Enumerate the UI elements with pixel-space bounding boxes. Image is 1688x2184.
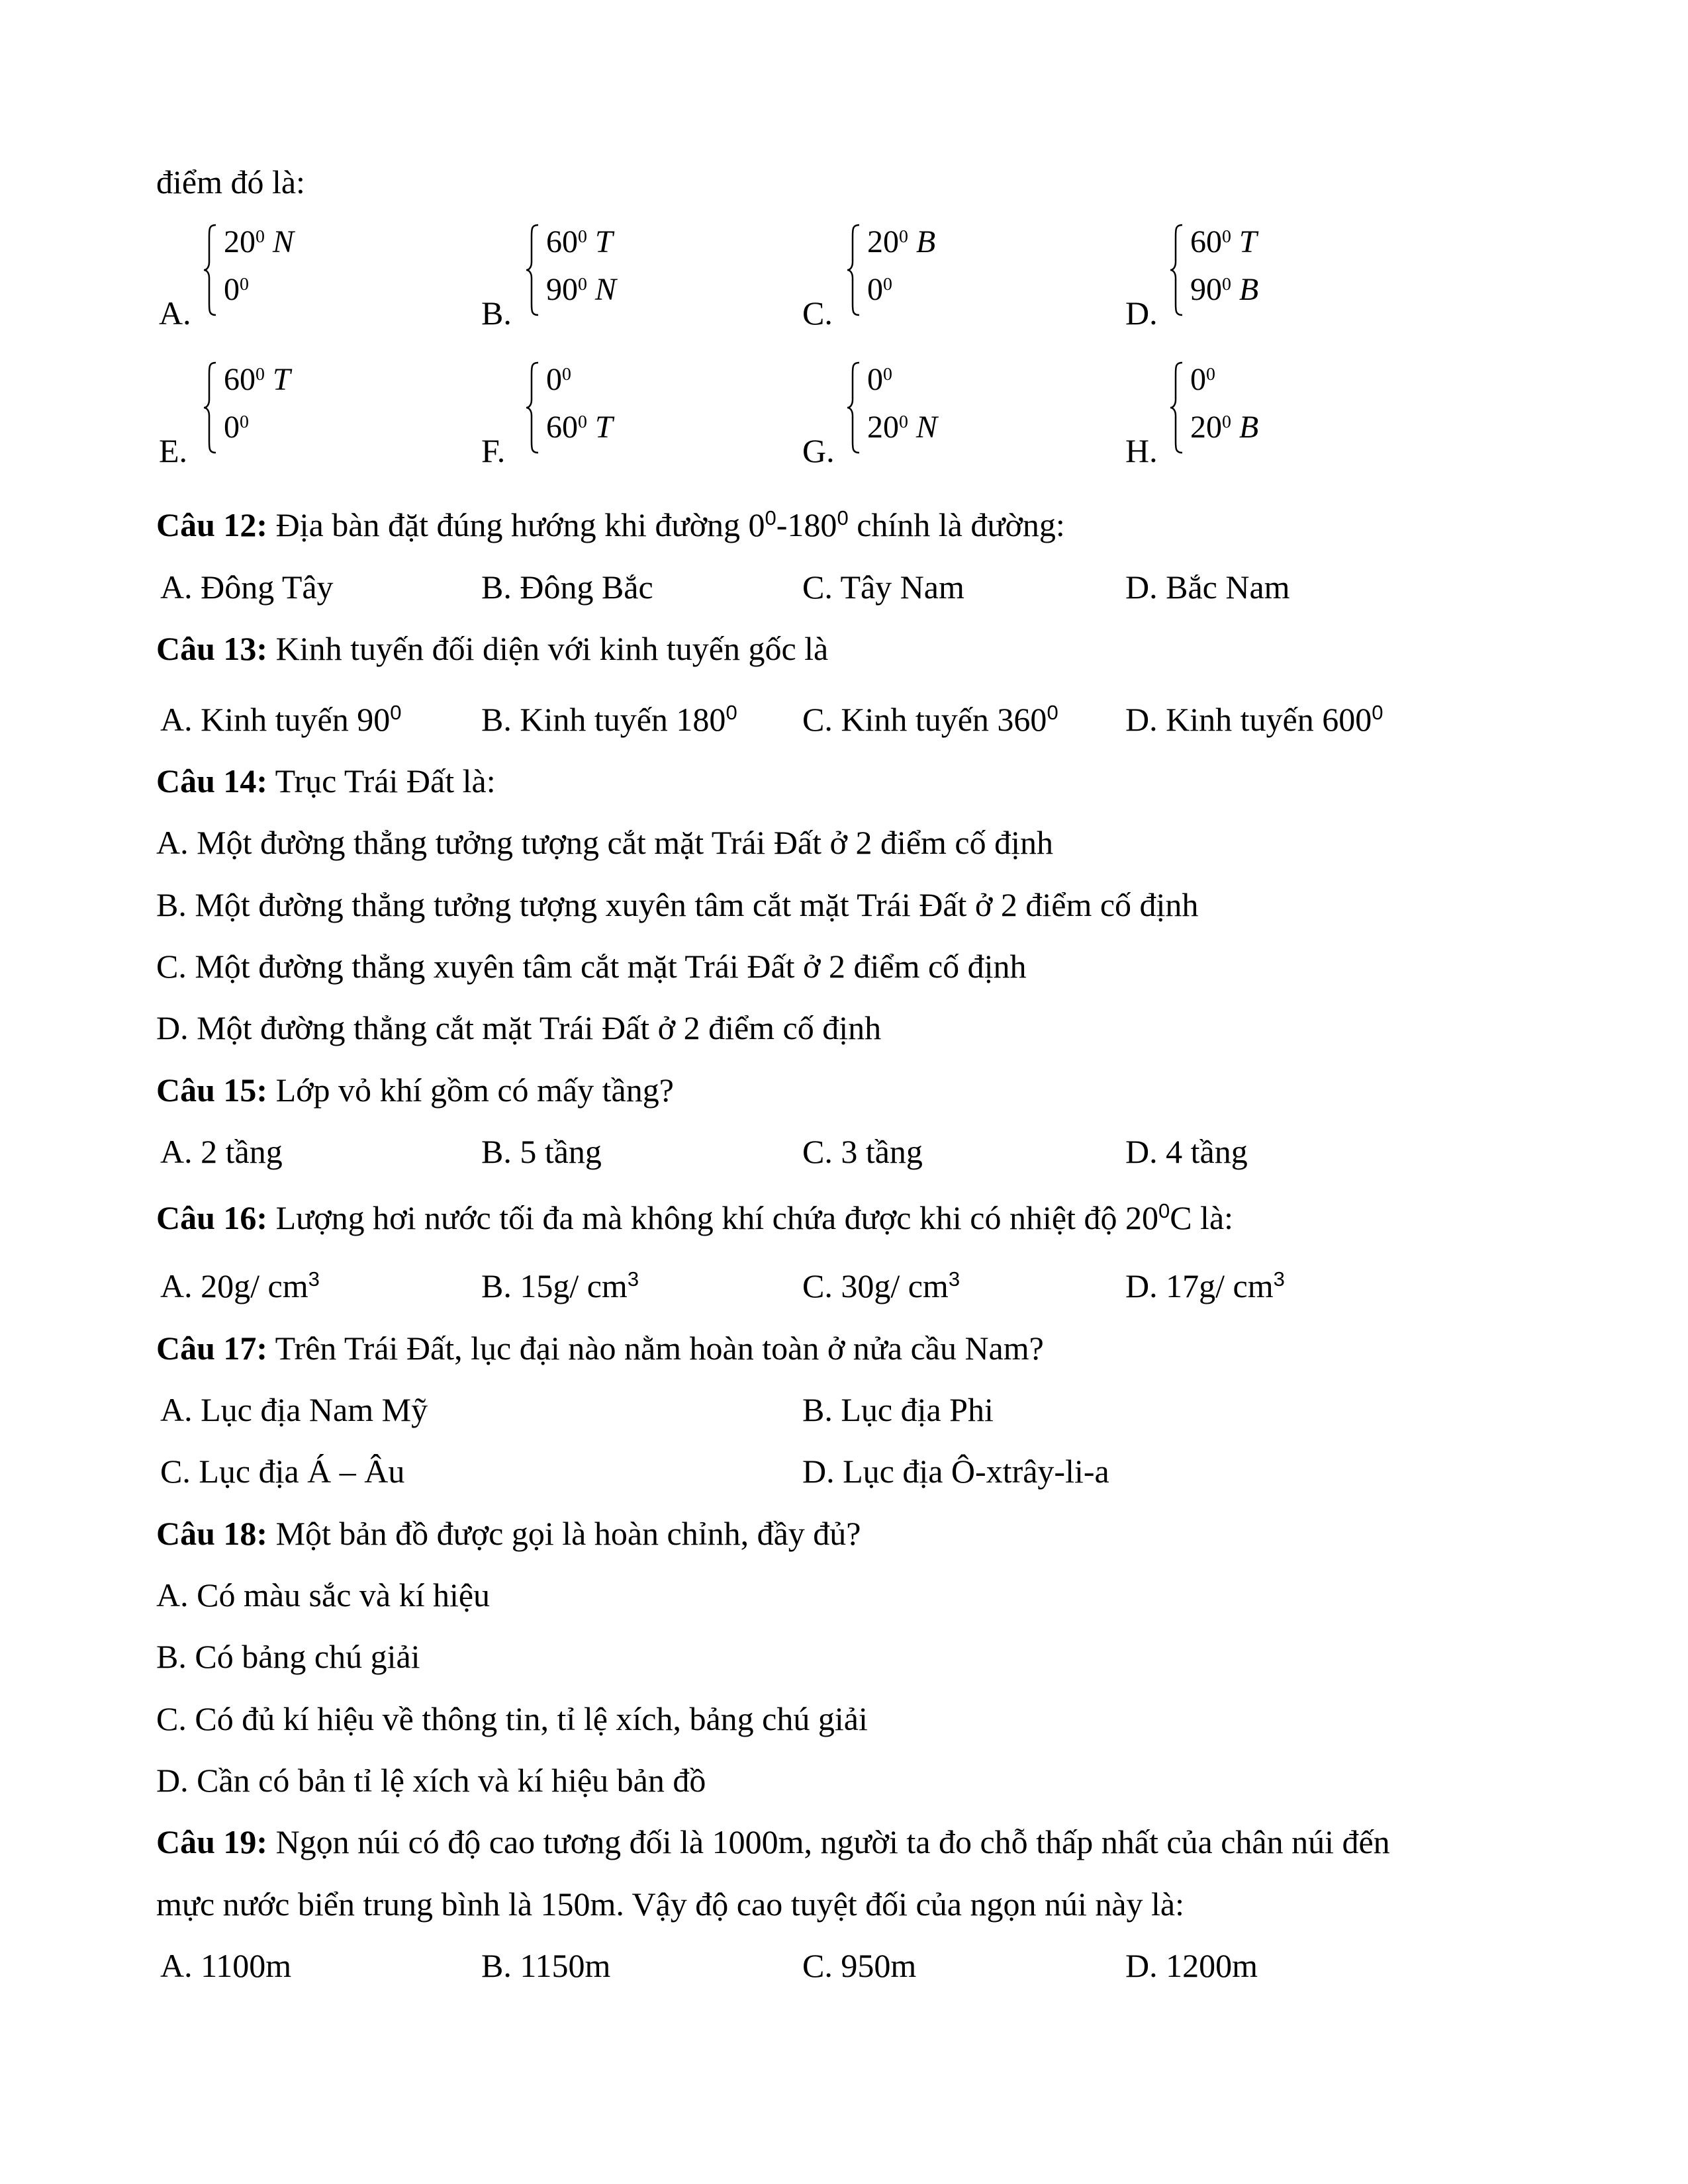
q14-option-b: B. Một đường thẳng tưởng tượng xuyên tâm cắt mặt Trái Đất ở 2 điểm cố định xyxy=(156,886,1199,923)
question-label: Câu 14: xyxy=(156,762,268,799)
coord-line-2: $0^0$ xyxy=(224,272,249,307)
option-system-b xyxy=(481,224,693,330)
q13-option-c: C. Kinh tuyến $360^0$ xyxy=(802,700,1058,738)
intro-text: điểm đó là: xyxy=(156,163,305,201)
q12-option-b: B. Đông Bắc xyxy=(481,569,653,606)
option-system-f xyxy=(481,361,693,467)
brace-icon xyxy=(203,361,218,454)
coord-line-2: $90^0$ N xyxy=(546,272,616,307)
q13-option-d: D. Kinh tuyến $600^0$ xyxy=(1125,700,1383,738)
q18-option-a: A. Có màu sắc và kí hiệu xyxy=(156,1576,491,1614)
q18-option-d: D. Cần có bản tỉ lệ xích và kí hiệu bản đồ xyxy=(156,1762,706,1799)
q12-option-d: D. Bắc Nam xyxy=(1125,569,1290,606)
q12-option-a: A. Đông Tây xyxy=(160,569,334,606)
question-19: Câu 19: Ngọn núi có độ cao tương đối là 1000m, người ta đo chỗ thấp nhất của chân núi đến xyxy=(156,1823,1390,1860)
brace-icon xyxy=(203,224,218,316)
option-system-g xyxy=(802,361,1014,467)
question-label: Câu 19: xyxy=(156,1823,268,1860)
q16-option-b: B. 15g/ $cm^3$ xyxy=(481,1267,639,1304)
coord-line-2: $20^0$ N xyxy=(867,410,937,445)
question-18: Câu 18: Một bản đồ được gọi là hoàn chỉnh, đầy đủ? xyxy=(156,1515,861,1552)
question-label: Câu 17: xyxy=(156,1330,268,1367)
question-label: Câu 16: xyxy=(156,1199,268,1236)
option-letter: B. xyxy=(481,295,512,332)
q14-option-d: D. Một đường thẳng cắt mặt Trái Đất ở 2 điểm cố định xyxy=(156,1009,882,1046)
coord-line-2: $60^0$ T xyxy=(546,410,613,445)
q13-option-a: A. Kinh tuyến $90^0$ xyxy=(160,700,402,738)
option-system-c xyxy=(802,224,1014,330)
q15-option-d: D. 4 tầng xyxy=(1125,1133,1248,1170)
question-15: Câu 15: Lớp vỏ khí gồm có mấy tầng? xyxy=(156,1071,674,1109)
coord-line-1: $20^0$ B xyxy=(867,224,936,259)
brace-icon xyxy=(525,361,541,454)
question-13: Câu 13: Kinh tuyến đối diện với kinh tuyến gốc là xyxy=(156,630,829,667)
question-16: Câu 16: Lượng hơi nước tối đa mà không khí chứa được khi có nhiệt độ $20^0C$ là: xyxy=(156,1199,1234,1236)
coord-line-1: $60^0$ T xyxy=(1190,224,1257,259)
q14-option-a: A. Một đường thẳng tưởng tượng cắt mặt Trái Đất ở 2 điểm cố định xyxy=(156,824,1054,861)
coord-line-2: $20^0$ B xyxy=(1190,410,1259,445)
q14-option-c: C. Một đường thẳng xuyên tâm cắt mặt Trái Đất ở 2 điểm cố định xyxy=(156,948,1027,985)
q12-option-c: C. Tây Nam xyxy=(802,569,964,606)
question-label: Câu 12: xyxy=(156,506,268,543)
coord-line-2: $0^0$ xyxy=(224,410,249,445)
coord-line-2: $0^0$ xyxy=(867,272,892,307)
brace-icon xyxy=(525,224,541,316)
coord-line-1: $60^0$ T xyxy=(224,362,291,397)
question-17: Câu 17: Trên Trái Đất, lục đại nào nằm hoàn toàn ở nửa cầu Nam? xyxy=(156,1330,1044,1367)
q16-option-c: C. 30g/ $cm^3$ xyxy=(802,1267,961,1304)
option-letter: G. xyxy=(802,432,835,469)
option-system-d xyxy=(1125,224,1337,330)
brace-icon xyxy=(846,361,862,454)
option-letter: F. xyxy=(481,432,506,469)
brace-icon xyxy=(846,224,862,316)
q16-option-a: A. 20g/ $cm^3$ xyxy=(160,1267,320,1304)
q19-option-c: C. 950m xyxy=(802,1947,917,1984)
option-letter: E. xyxy=(159,432,188,469)
q18-option-b: B. Có bảng chú giải xyxy=(156,1638,420,1675)
question-label: Câu 15: xyxy=(156,1071,268,1109)
q13-option-b: B. Kinh tuyến $180^0$ xyxy=(481,700,737,738)
q15-option-a: A. 2 tầng xyxy=(160,1133,283,1170)
q17-option-b: B. Lục địa Phi xyxy=(802,1391,994,1428)
option-system-h xyxy=(1125,361,1337,467)
option-letter: A. xyxy=(159,295,191,332)
brace-icon xyxy=(1169,361,1185,454)
question-label: Câu 13: xyxy=(156,630,268,667)
coord-line-1: $60^0$ T xyxy=(546,224,613,259)
brace-icon xyxy=(1169,224,1185,316)
q15-option-b: B. 5 tầng xyxy=(481,1133,602,1170)
option-letter: H. xyxy=(1125,432,1158,469)
coord-line-2: $90^0$ B xyxy=(1190,272,1259,307)
question-19-continued: mực nước biển trung bình là 150m. Vậy độ cao tuyệt đối của ngọn núi này là: xyxy=(156,1886,1185,1923)
q17-option-a: A. Lục địa Nam Mỹ xyxy=(160,1391,428,1428)
question-14: Câu 14: Trục Trái Đất là: xyxy=(156,762,496,799)
option-system-a xyxy=(159,224,371,330)
coord-line-1: $0^0$ xyxy=(546,362,571,397)
option-system-e xyxy=(159,361,371,467)
q17-option-c: C. Lục địa Á – Âu xyxy=(160,1453,405,1490)
question-12: Câu 12: Địa bàn đặt đúng hướng khi đường $0^0-180^0$ chính là đường: xyxy=(156,506,1065,543)
q16-option-d: D. 17g/ $cm^3$ xyxy=(1125,1267,1285,1304)
q19-option-b: B. 1150m xyxy=(481,1947,611,1984)
coord-line-1: $0^0$ xyxy=(1190,362,1215,397)
q19-option-a: A. 1100m xyxy=(160,1947,292,1984)
q18-option-c: C. Có đủ kí hiệu về thông tin, tỉ lệ xích, bảng chú giải xyxy=(156,1700,868,1737)
question-label: Câu 18: xyxy=(156,1515,268,1552)
coord-line-1: $0^0$ xyxy=(867,362,892,397)
option-letter: D. xyxy=(1125,295,1158,332)
coord-line-1: $20^0$ N xyxy=(224,224,294,259)
option-letter: C. xyxy=(802,295,833,332)
q19-option-d: D. 1200m xyxy=(1125,1947,1258,1984)
q17-option-d: D. Lục địa Ô-xtrây-li-a xyxy=(802,1453,1109,1490)
q15-option-c: C. 3 tầng xyxy=(802,1133,923,1170)
